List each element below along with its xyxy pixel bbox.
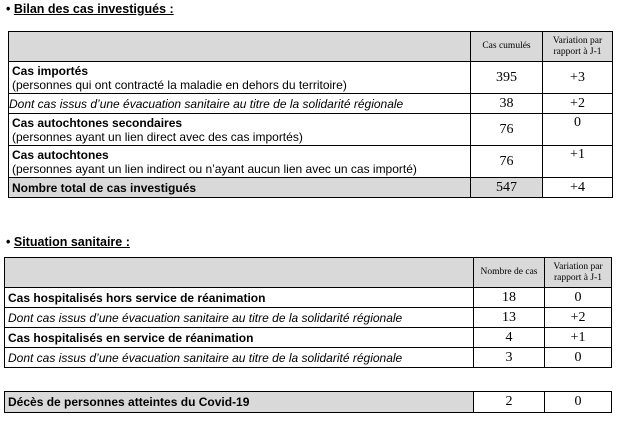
row-label: Dont cas issus d’une évacuation sanitaire au titre de la solidarité régionale [8, 310, 403, 325]
bilan-header-variation: Variation par rapport à J-1 [543, 32, 613, 62]
bilan-bullet: • [6, 2, 11, 16]
deces-label: Décès de personnes atteintes du Covid-19 [8, 395, 250, 409]
situation-header-count: Nombre de cas [474, 258, 545, 288]
row-label: Cas hospitalisés en service de réanimation [8, 330, 254, 345]
bilan-title: Bilan des cas investigués : [13, 2, 174, 16]
situation-section-title [6, 235, 130, 249]
table-row [9, 114, 613, 146]
row-label: Cas importés [12, 63, 89, 78]
row-variation: 0 [545, 288, 612, 308]
table-row [9, 62, 613, 94]
situation-table [4, 257, 612, 368]
row-value: 18 [474, 288, 545, 308]
row-variation: +3 [543, 62, 613, 94]
situation-title: Situation sanitaire : [13, 235, 130, 249]
bilan-header-cumul: Cas cumulés [471, 32, 543, 62]
table-row [9, 94, 613, 114]
situation-bullet: • [6, 235, 11, 249]
table-row [5, 328, 612, 348]
situation-header-row [5, 258, 612, 288]
row-label: Cas hospitalisés hors service de réanimation [8, 290, 266, 305]
row-variation: 0 [545, 348, 612, 368]
row-value: 76 [471, 114, 543, 146]
total-label: Nombre total de cas investigués [12, 180, 197, 195]
row-value: 38 [471, 94, 543, 114]
bilan-header-row [9, 32, 613, 62]
row-value: 4 [474, 328, 545, 348]
deces-value: 2 [474, 392, 545, 413]
row-label: Cas autochtones secondaires [12, 115, 183, 130]
situation-header-empty [5, 258, 474, 288]
row-sublabel: (personnes ayant un lien direct avec des cas importés) [12, 129, 303, 144]
row-value: 395 [471, 62, 543, 94]
deces-variation: 0 [545, 392, 612, 413]
row-value: 76 [471, 146, 543, 178]
row-label: Cas autochtones [12, 147, 109, 162]
row-variation: +1 [543, 146, 613, 178]
total-value: 547 [471, 178, 543, 198]
total-variation: +4 [543, 178, 613, 198]
table-row [5, 308, 612, 328]
deces-table [4, 391, 612, 413]
row-value: 3 [474, 348, 545, 368]
table-row [5, 348, 612, 368]
table-row [9, 146, 613, 178]
table-row-total [9, 178, 613, 198]
table-row [5, 288, 612, 308]
bilan-section-title [6, 2, 174, 16]
row-sublabel: (personnes qui ont contracté la maladie en dehors du territoire) [12, 77, 347, 92]
bilan-table [8, 31, 613, 198]
row-value: 13 [474, 308, 545, 328]
situation-header-variation: Variation par rapport à J-1 [545, 258, 612, 288]
row-variation: 0 [543, 114, 613, 146]
bilan-header-empty [9, 32, 471, 62]
row-variation: +1 [545, 328, 612, 348]
row-sublabel: (personnes ayant un lien indirect ou n’ayant aucun lien avec un cas importé) [12, 161, 417, 176]
table-row-deces [5, 392, 612, 413]
row-label: Dont cas issus d’une évacuation sanitaire au titre de la solidarité régionale [9, 96, 404, 111]
row-variation: +2 [545, 308, 612, 328]
row-variation: +2 [543, 94, 613, 114]
row-label: Dont cas issus d’une évacuation sanitaire au titre de la solidarité régionale [8, 350, 403, 365]
